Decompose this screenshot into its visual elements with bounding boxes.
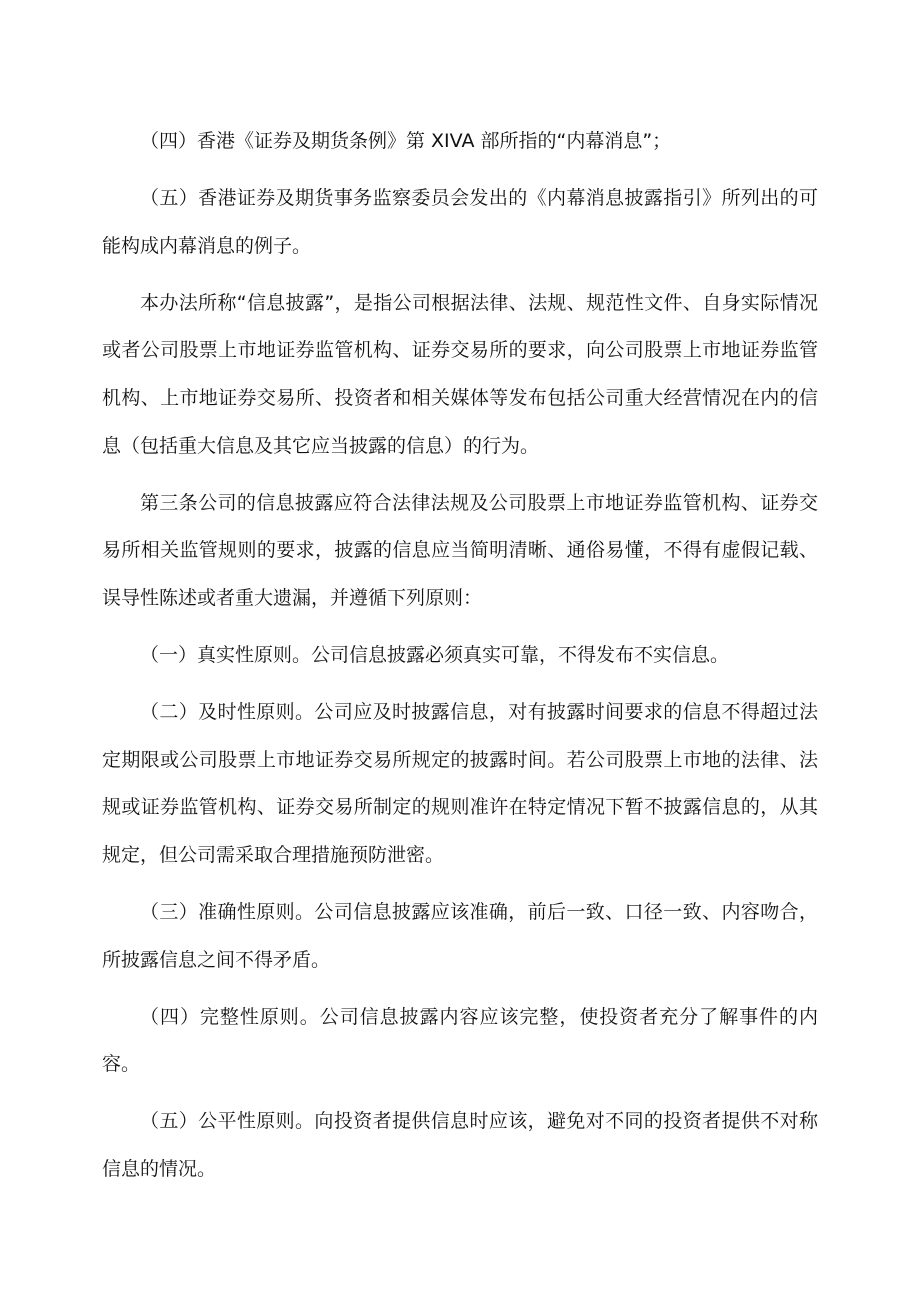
paragraph-principle-truthfulness: （一）真实性原则。公司信息披露必须真实可靠，不得发布不实信息。 bbox=[140, 643, 730, 666]
paragraph-principle-timeliness: （二）及时性原则。公司应及时披露信息，对有披露时间要求的信息不得超过法定期限或公司股票上市地证券交易所规定的披露时间。若公司股票上市地的法律、法规或证券监管机构、证券交易所制定的规则准许在特定情况下暂不披露信息的，从其规定，但公司需采取合理措施预防泄密。 bbox=[102, 701, 818, 866]
paragraph-principle-completeness: （四）完整性原则。公司信息披露内容应该完整，使投资者充分了解事件的内容。 bbox=[102, 1005, 818, 1076]
document-body bbox=[102, 118, 818, 1203]
paragraph-principle-accuracy: （三）准确性原则。公司信息披露应该准确，前后一致、口径一致、内容吻合，所披露信息之间不得矛盾。 bbox=[102, 900, 818, 971]
paragraph-principle-fairness: （五）公平性原则。向投资者提供信息时应该，避免对不同的投资者提供不对称信息的情况。 bbox=[102, 1110, 818, 1180]
paragraph-disclosure-definition: 本办法所称“信息披露”，是指公司根据法律、法规、规范性文件、自身实际情况或者公司股票上市地证券监管机构、证券交易所的要求，向公司股票上市地证券监管机构、上市地证券交易所、投资者和相关媒体等发布包括公司重大经营情况在内的信息（包括重大信息及其它应当披露的信息）的行为。 bbox=[102, 291, 818, 457]
paragraph-article-3: 第三条公司的信息披露应符合法律法规及公司股票上市地证券监管机构、证券交易所相关监管规则的要求，披露的信息应当简明清晰、通俗易懂，不得有虚假记载、误导性陈述或者重大遗漏，并遵循下列原则： bbox=[102, 491, 818, 609]
paragraph-hk-ordinance-item-4: （四）香港《证券及期货条例》第 XIVA 部所指的“内幕消息”； bbox=[140, 130, 672, 152]
paragraph-hk-guideline-item-5: （五）香港证券及期货事务监察委员会发出的《内幕消息披露指引》所列出的可能构成内幕消息的例子。 bbox=[102, 187, 818, 257]
